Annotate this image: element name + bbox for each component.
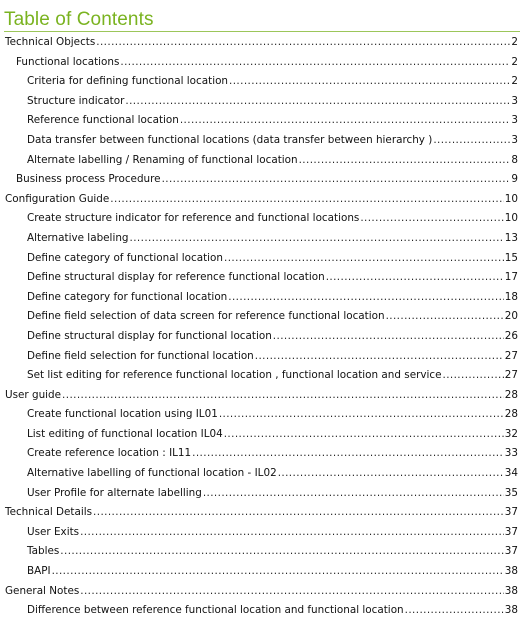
toc-entry-user-exits[interactable] [0,523,524,543]
dot-leader [255,347,504,367]
toc-entry-label: Create structure indicator for reference and functional locations [27,212,360,225]
dot-leader [273,327,504,347]
dot-leader [224,249,504,269]
toc-entry-difference[interactable] [0,601,524,621]
dot-leader [62,386,504,406]
dot-leader [93,503,504,523]
dot-leader [224,425,504,445]
toc-entry-list-editing-il04[interactable] [0,425,524,445]
toc-entry-page: 37 [504,545,518,558]
toc-entry-label: Technical Objects [5,36,96,48]
toc-entry-label: Business process Procedure [16,173,161,186]
dot-leader [120,53,510,73]
toc-entry-field-selection-fl[interactable] [0,347,524,367]
dot-leader [229,72,510,92]
toc-entry-page: 13 [504,231,518,244]
toc-entry-label: Difference between reference functional location and functional location [27,604,404,617]
dot-leader [110,190,503,210]
dot-leader [162,170,511,190]
toc-entry-functional-locations[interactable] [0,53,524,73]
toc-entry-alternate-labelling[interactable] [0,151,524,171]
toc-entry-page: 38 [504,565,518,578]
toc-entry-technical-details[interactable] [0,503,524,523]
toc-entry-user-profile[interactable] [0,484,524,504]
dot-leader [192,444,504,464]
toc-entry-page: 17 [504,271,518,284]
toc-entry-page: 20 [504,310,518,323]
toc-entry-page: 26 [504,329,518,342]
toc-entry-label: BAPI [27,565,51,578]
toc-entry-page: 3 [511,133,518,146]
toc-entry-reference-functional-location[interactable] [0,111,524,131]
toc-title: Table of Contents [4,9,154,30]
dot-leader [443,366,504,386]
toc-entry-page: 27 [504,369,518,382]
toc-entry-criteria[interactable] [0,72,524,92]
dot-leader [299,151,511,171]
dot-leader [80,582,504,602]
dot-leader [326,268,504,288]
dot-leader [228,288,504,308]
toc-entry-page: 9 [511,173,518,186]
toc-entry-user-guide[interactable] [0,386,524,406]
toc-entry-create-fl-il01[interactable] [0,405,524,425]
toc-entry-label: Define field selection for functional location [27,349,254,362]
toc-entry-define-category-for-fl[interactable] [0,288,524,308]
toc-entry-general-notes[interactable] [0,582,524,602]
toc-entry-page: 10 [504,192,518,205]
toc-entry-label: Criteria for defining functional location [27,75,229,88]
toc-entry-page: 27 [504,349,518,362]
dot-leader [433,131,510,151]
toc-entry-label: Create functional location using IL01 [27,408,218,421]
toc-entry-tables[interactable] [0,542,524,562]
toc-entry-business-process[interactable] [0,170,524,190]
toc-entry-label: Technical Details [5,506,93,519]
toc-entry-label: Alternate labelling / Renaming of functional location [27,153,298,166]
toc-entry-structure-indicator[interactable] [0,92,524,112]
toc-entry-define-category-of-fl[interactable] [0,249,524,269]
toc-entry-page: 2 [511,36,518,48]
toc-entry-label: Structure indicator [27,94,125,107]
toc-entry-label: Define structural display for functional location [27,329,272,342]
dot-leader [96,33,510,53]
dot-leader [80,523,504,543]
dot-leader [219,405,504,425]
toc-entry-page: 10 [504,212,518,225]
toc-entry-label: Functional locations [16,55,120,68]
toc-entry-label: User Exits [27,525,80,538]
toc-entry-label: Define structural display for reference functional location [27,271,325,284]
toc-entry-structural-display-reference[interactable] [0,268,524,288]
dot-leader [180,111,511,131]
dot-leader [60,542,503,562]
toc-list [0,33,524,621]
dot-leader [278,464,504,484]
toc-entry-label: Data transfer between functional locations (data transfer between hierarchy ) [27,133,433,146]
toc-entry-field-selection-reference[interactable] [0,307,524,327]
toc-entry-page: 15 [504,251,518,264]
toc-entry-label: Alternative labeling [27,231,129,244]
toc-entry-page: 28 [504,408,518,421]
toc-entry-label: Define category for functional location [27,290,228,303]
toc-entry-alternative-labeling[interactable] [0,229,524,249]
dot-leader [130,229,504,249]
dot-leader [386,307,504,327]
toc-entry-page: 33 [504,447,518,460]
toc-entry-label: User guide [5,388,62,401]
toc-entry-page: 2 [511,55,518,68]
dot-leader [52,562,504,582]
toc-entry-alternative-labelling-il02[interactable] [0,464,524,484]
toc-entry-bapi[interactable] [0,562,524,582]
toc-entry-create-reference-il11[interactable] [0,444,524,464]
toc-entry-page: 3 [511,94,518,107]
toc-entry-label: User Profile for alternate labelling [27,486,202,499]
toc-entry-label: Configuration Guide [5,192,110,205]
toc-entry-label: Create reference location : IL11 [27,447,192,460]
toc-entry-label: Tables [27,545,60,558]
dot-leader [360,209,503,229]
toc-entry-label: Reference functional location [27,114,179,127]
toc-entry-page: 3 [511,114,518,127]
toc-entry-page: 2 [511,75,518,88]
toc-entry-page: 34 [504,467,518,480]
title-divider [4,31,520,32]
toc-entry-data-transfer[interactable] [0,131,524,151]
toc-entry-structural-display-fl[interactable] [0,327,524,347]
toc-entry-label: Define category of functional location [27,251,223,264]
toc-entry-label: Alternative labelling of functional location - IL02 [27,467,277,480]
toc-entry-label: List editing of functional location IL04 [27,427,223,440]
dot-leader [405,601,504,621]
toc-entry-label: Define field selection of data screen for reference functional location [27,310,385,323]
toc-entry-page: 37 [504,506,518,519]
toc-entry-list-editing-settings[interactable] [0,366,524,386]
toc-entry-label: General Notes [5,584,80,597]
toc-entry-create-structure-indicator[interactable] [0,209,524,229]
toc-entry-page: 18 [504,290,518,303]
toc-entry-page: 38 [504,604,518,617]
toc-entry-configuration-guide[interactable] [0,190,524,210]
toc-entry-page: 32 [504,427,518,440]
toc-entry-page: 37 [504,525,518,538]
toc-entry-page: 38 [504,584,518,597]
toc-entry-page: 8 [511,153,518,166]
dot-leader [203,484,504,504]
toc-entry-label: Set list editing for reference functional location , functional location and service [27,369,442,382]
dot-leader [125,92,510,112]
toc-entry-page: 35 [504,486,518,499]
toc-entry-page: 28 [504,388,518,401]
toc-entry-technical-objects[interactable] [0,33,524,53]
